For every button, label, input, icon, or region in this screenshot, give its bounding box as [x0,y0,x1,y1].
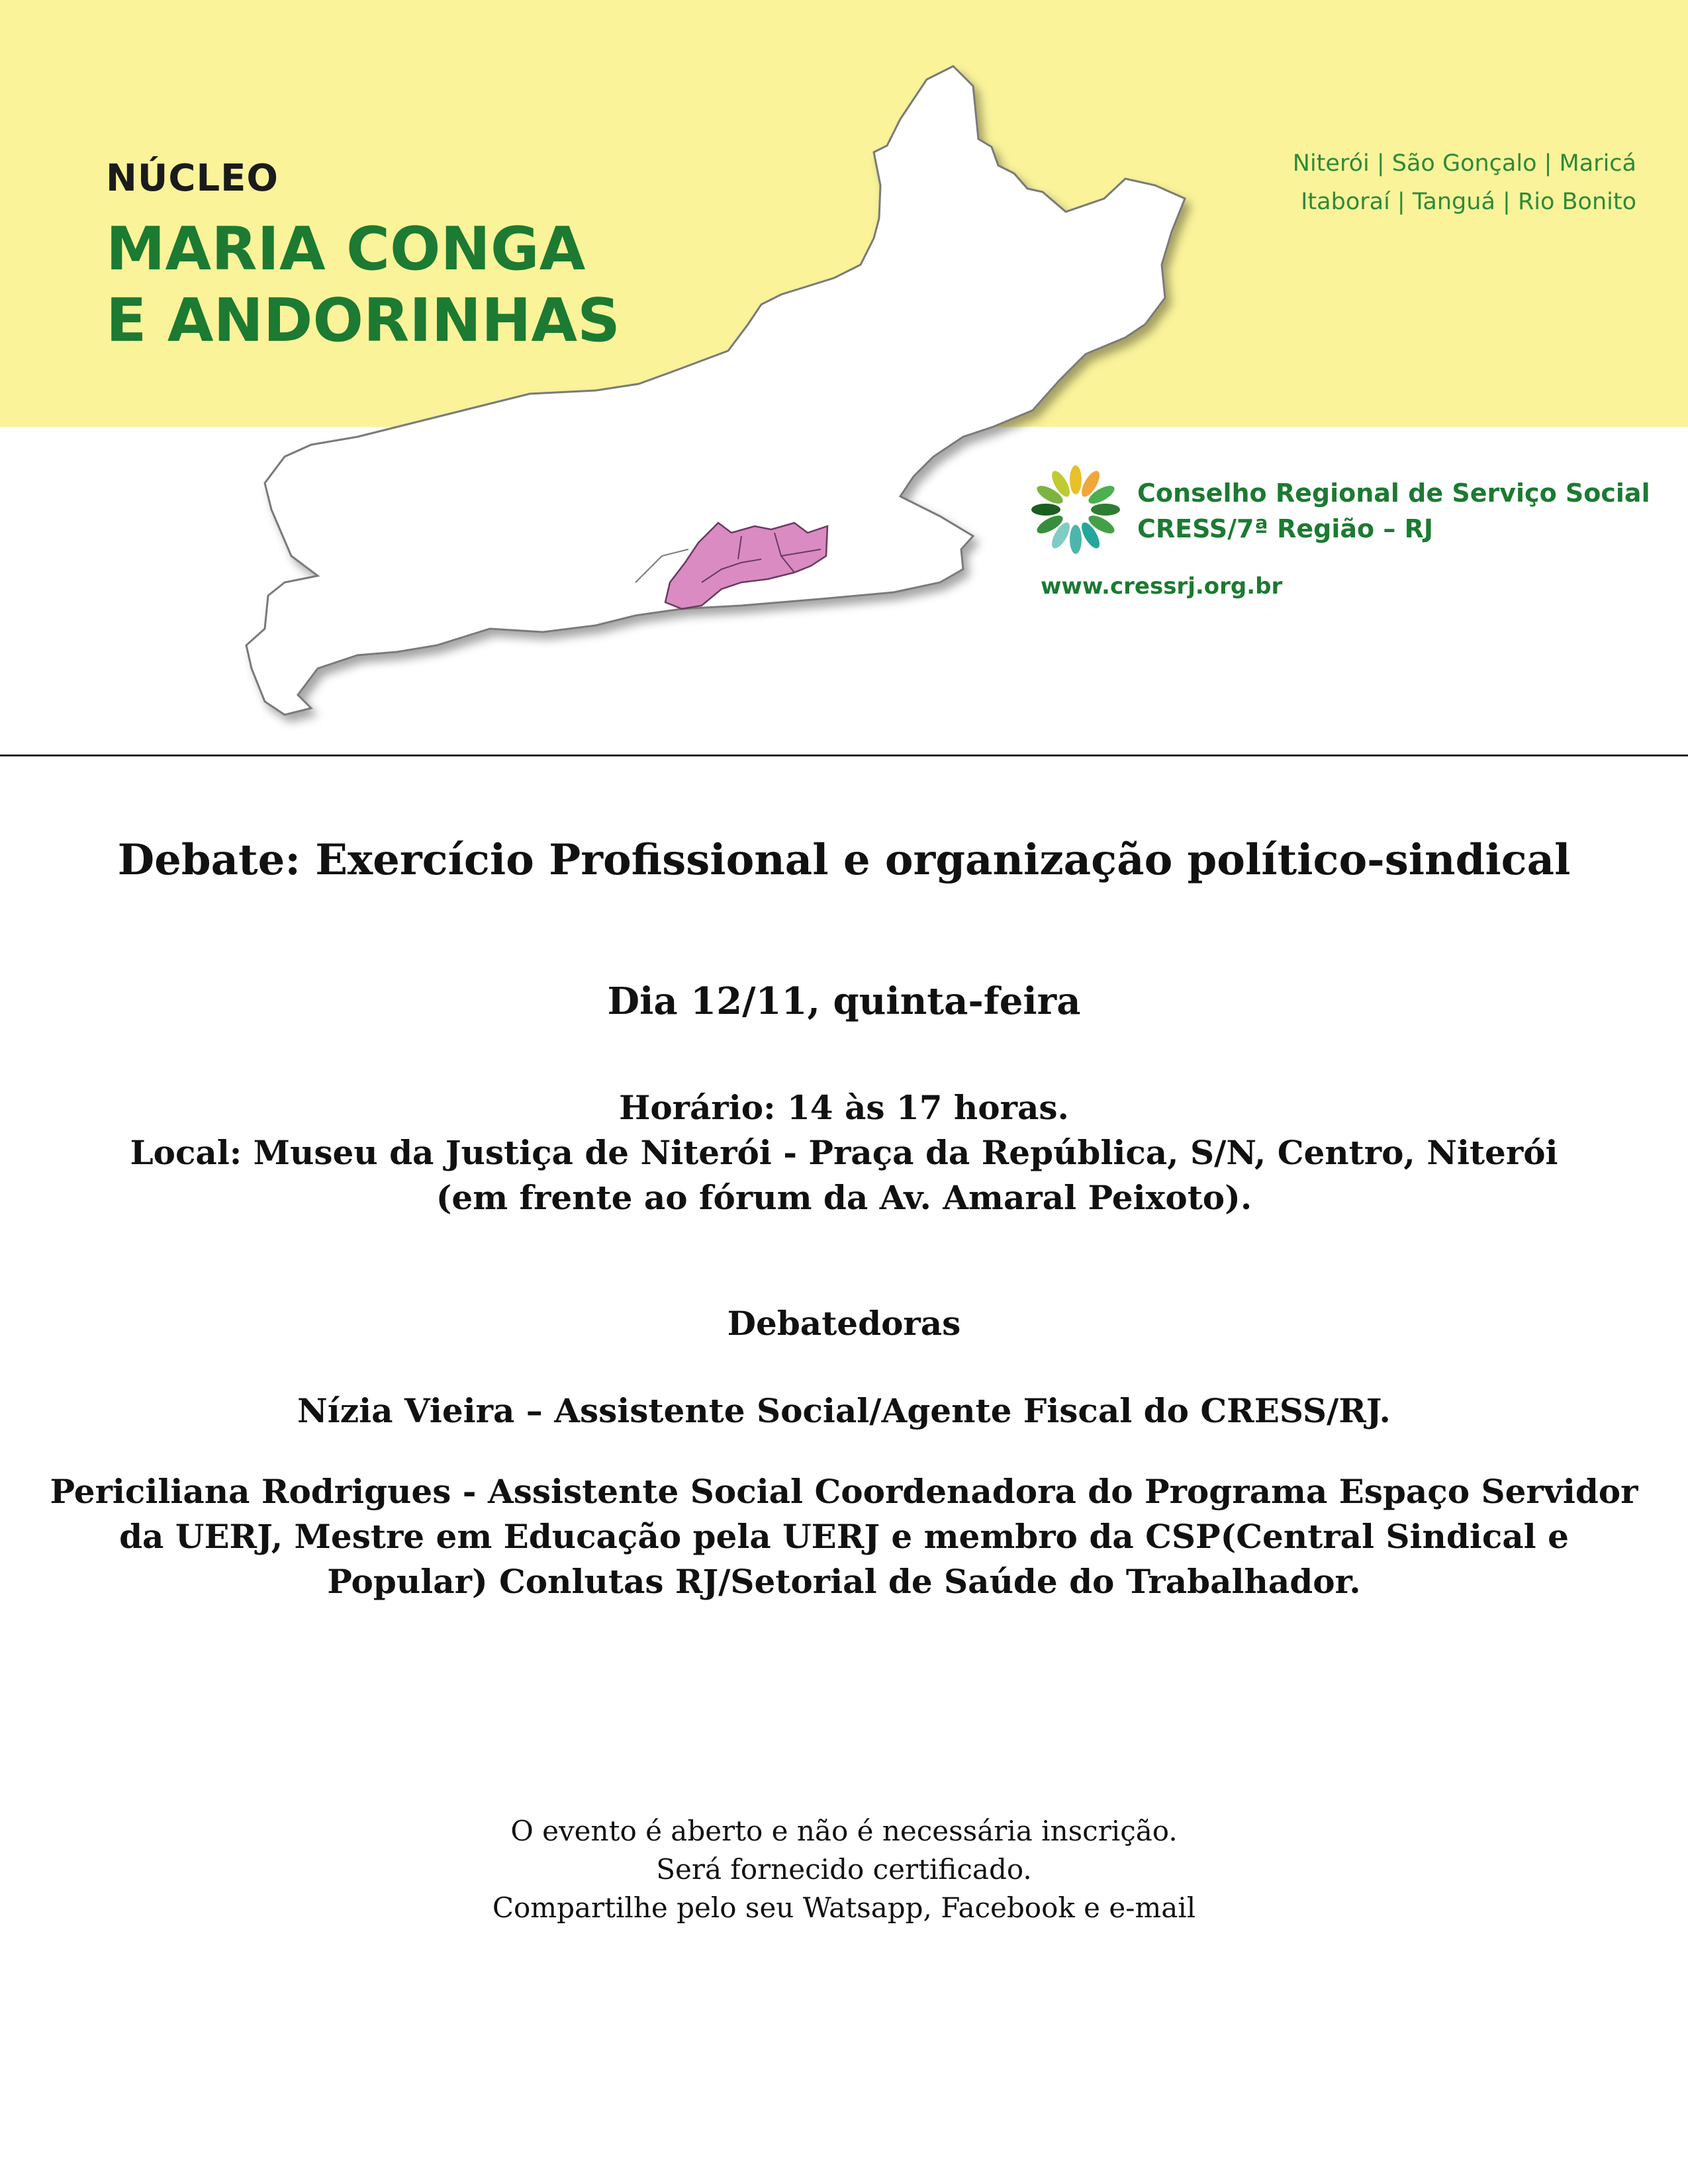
cress-org-line2: CRESS/7ª Região – RJ [1137,514,1433,543]
nucleo-label: NÚCLEO [106,157,279,200]
cress-org-line1: Conselho Regional de Serviço Social [1137,478,1650,508]
debaters-heading: Debatedoras [727,1304,961,1343]
event-details [0,834,1688,1927]
event-footer [0,1812,1688,1927]
event-title: Debate: Exercício Profissional e organização político-sindical [117,835,1571,885]
event-date: Dia 12/11, quinta-feira [607,979,1081,1023]
footer-line2: Será fornecido certificado. [656,1853,1032,1886]
event-time: Horário: 14 às 17 horas. [619,1088,1069,1127]
cities-list [1173,144,1636,221]
nucleo-name-line1: MARIA CONGA [106,214,586,284]
debater-2-line1: Periciliana Rodrigues - Assistente Social Coordenadora do Programa Espaço Servidor [50,1472,1638,1511]
footer-line3: Compartilhe pelo seu Watsapp, Facebook e e-mail [492,1891,1196,1924]
debater-1: Nízia Vieira – Assistente Social/Agente Fiscal do CRESS/RJ. [297,1391,1391,1430]
cities-line1: Niterói | São Gonçalo | Maricá [1292,150,1636,177]
cress-hands-logo-icon [1029,463,1122,556]
event-location-line1: Local: Museu da Justiça de Niterói - Praça da República, S/N, Centro, Niterói [130,1133,1558,1172]
event-time-location [0,1085,1688,1220]
debater-2-line2: da UERJ, Mestre em Educação pela UERJ e membro da CSP(Central Sindical e [119,1517,1569,1556]
cities-line2: Itaboraí | Tanguá | Rio Bonito [1301,189,1636,215]
cress-website-link[interactable]: www.cressrj.org.br [1041,573,1283,600]
cress-org-name [1137,475,1650,547]
nucleo-title [106,156,620,357]
footer-line1: O evento é aberto e não é necessária inscrição. [510,1815,1178,1847]
debater-2 [0,1469,1688,1604]
nucleo-name-line2: E ANDORINHAS [106,286,620,355]
event-location-line2: (em frente ao fórum da Av. Amaral Peixoto). [436,1178,1252,1217]
rio-de-janeiro-map-icon [0,0,1688,761]
header-divider [0,754,1688,756]
debater-2-line3: Popular) Conlutas RJ/Setorial de Saúde do Trabalhador. [327,1562,1361,1601]
